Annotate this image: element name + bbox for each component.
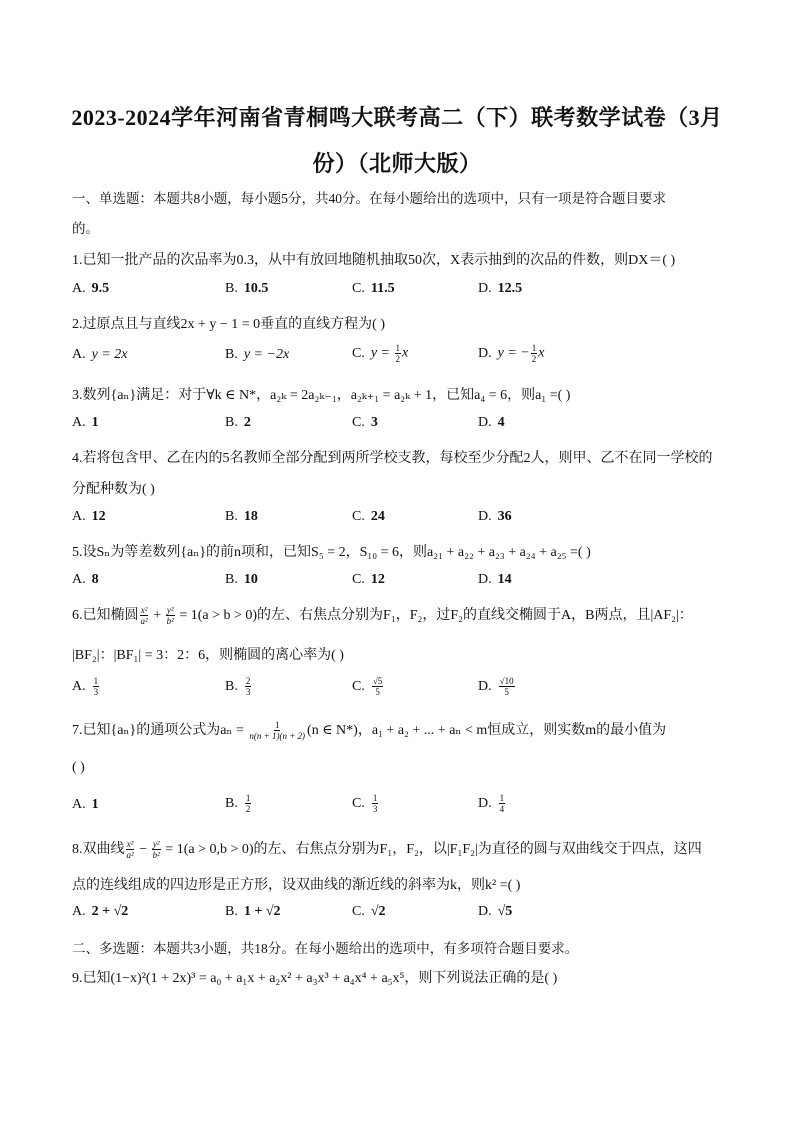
section1-heading-cont: 的。: [72, 221, 99, 236]
fraction-x2-a2: $\frac{\text{x²}}{\text{a²}}$: [126, 839, 134, 861]
question-4-stem: 4.若将包含甲、乙在内的5名教师全部分配到两所学校支教，每校至少分配2人，则甲、乙不在同一学校的: [72, 451, 713, 466]
question-8-stem-cont: 点的连线组成的四边形是正方形，设双曲线的渐近线的斜率为k，则k² =( ): [72, 878, 521, 893]
q6-option-d: D. $\frac{√10}{5}$: [478, 676, 514, 697]
q2-option-b: B. y = −2x: [225, 347, 290, 362]
section1-heading: 一、单选题：本题共8小题，每小题5分，共40分。在每小题给出的选项中，只有一项是符合题目要求: [72, 191, 666, 206]
q4-option-a: A. 12: [72, 509, 106, 524]
question-2-stem: 2.过原点且与直线2x + y − 1 = 0垂直的直线方程为( ): [72, 317, 386, 332]
fraction-y2-b2: $\frac{\text{y²}}{\text{b²}}$: [166, 605, 174, 627]
q3-option-b: B. 2: [225, 415, 251, 430]
question-6-stem-cont: |BF₂|：|BF₁| = 3：2：6，则椭圆的离心率为( ): [72, 648, 344, 663]
q6-option-c: C. $\frac{√5}{5}$: [352, 676, 383, 697]
q1-option-d: D. 12.5: [478, 281, 523, 296]
fraction-y2-b2: $\frac{\text{y²}}{\text{b²}}$: [152, 839, 160, 861]
q4-option-c: C. 24: [352, 509, 385, 524]
question-1-stem: 1.已知一批产品的次品率为0.3，从中有放回地随机抽取50次，X表示抽到的次品的件数，则DX＝( ): [72, 253, 676, 268]
question-8-stem: 8.双曲线 $\frac{\text{x²}}{\text{a²}}$ − $\frac{\text{y²}}{\text{b²}}$ = 1(a > 0,b > 0)的左、右焦点分别为F₁，F₂，以|F₁F₂|为直径的圆与双曲线交于四点，这四: [72, 839, 702, 861]
q8-option-a: A. 2 + √2: [72, 904, 129, 919]
fraction: $\frac{1}{2}$: [531, 343, 537, 364]
fraction: $\frac{2}{3}$: [245, 676, 251, 697]
q7-option-d: D. $\frac{1}{4}$: [478, 793, 505, 814]
q7-option-a: A. 1: [72, 797, 99, 812]
question-6-stem: 6.已知椭圆 $\frac{\text{x²}}{\text{a²}}$ + $\frac{\text{y²}}{\text{b²}}$ = 1(a > b > 0)的左、右焦点分别为F₁，F₂，过F₂的直线交椭圆于A，B两点，且|AF₂|：: [72, 605, 693, 627]
question-7-stem: 7.已知{aₙ}的通项公式为aₙ = $\frac{1}{n(n + 1)(n + 2)}$ (n ∈ N*)，a₁ + a₂ + ... + aₙ < m恒成立，则实数m的最小值为: [72, 720, 667, 742]
q2-option-d: D. y = − $\frac{1}{2}$ x: [478, 343, 545, 364]
q6-option-a: A. $\frac{1}{3}$: [72, 676, 99, 697]
q5-option-d: D. 14: [478, 572, 512, 587]
q5-option-b: B. 10: [225, 572, 258, 587]
q5-option-a: A. 8: [72, 572, 99, 587]
fraction-general-term: $\frac{1}{n(n + 1)(n + 2)}$: [249, 720, 306, 742]
question-7-stem-cont: ( ): [72, 760, 85, 775]
fraction: $\frac{1}{2}$: [245, 793, 251, 814]
page-title-line2: 份）（北师大版）: [312, 151, 482, 176]
fraction: $\frac{1}{3}$: [372, 793, 378, 814]
question-5-stem: 5.设Sₙ为等差数列{aₙ}的前n项和，已知S₅ = 2，S₁₀ = 6，则a₂₁ + a₂₂ + a₂₃ + a₂₄ + a₂₅ =( ): [72, 545, 591, 560]
q7-option-c: C. $\frac{1}{3}$: [352, 793, 378, 814]
question-4-stem-cont: 分配种数为( ): [72, 482, 155, 497]
q4-option-b: B. 18: [225, 509, 258, 524]
q1-option-b: B. 10.5: [225, 281, 269, 296]
q4-option-d: D. 36: [478, 509, 512, 524]
q8-option-b: B. 1 + √2: [225, 904, 281, 919]
q5-option-c: C. 12: [352, 572, 385, 587]
q3-option-c: C. 3: [352, 415, 378, 430]
fraction: $\frac{1}{3}$: [93, 676, 99, 697]
q3-option-d: D. 4: [478, 415, 505, 430]
q1-option-c: C. 11.5: [352, 281, 395, 296]
section2-heading: 二、多选题：本题共3小题，共18分。在每小题给出的选项中，有多项符合题目要求。: [72, 941, 579, 956]
question-9-stem: 9.已知(1−x)²(1 + 2x)³ = a₀ + a₁x + a₂x² + a₃x³ + a₄x⁴ + a₅x⁵，则下列说法正确的是( ): [72, 971, 558, 986]
fraction-x2-a2: $\frac{\text{x²}}{\text{a²}}$: [140, 605, 148, 627]
q3-option-a: A. 1: [72, 415, 99, 430]
q8-option-d: D. √5: [478, 904, 513, 919]
q1-option-a: A. 9.5: [72, 281, 110, 296]
q2-option-c: C. y = $\frac{1}{2}$ x: [352, 343, 409, 364]
fraction: $\frac{1}{2}$: [395, 343, 401, 364]
q6-option-b: B. $\frac{2}{3}$: [225, 676, 251, 697]
q2-option-a: A. y = 2x: [72, 347, 128, 362]
page-title-line1: 2023-2024学年河南省青桐鸣大联考高二（下）联考数学试卷（3月: [71, 105, 723, 130]
question-3-stem: 3.数列{aₙ}满足：对于∀k ∈ N*，a₂ₖ = 2a₂ₖ₋₁，a₂ₖ₊₁ = a₂ₖ + 1，已知a₄ = 6，则a₁ =( ): [72, 388, 571, 403]
fraction: $\frac{1}{4}$: [499, 793, 505, 814]
fraction: $\frac{√5}{5}$: [372, 676, 383, 697]
q8-option-c: C. √2: [352, 904, 386, 919]
fraction: $\frac{√10}{5}$: [499, 676, 514, 697]
q7-option-b: B. $\frac{1}{2}$: [225, 793, 251, 814]
